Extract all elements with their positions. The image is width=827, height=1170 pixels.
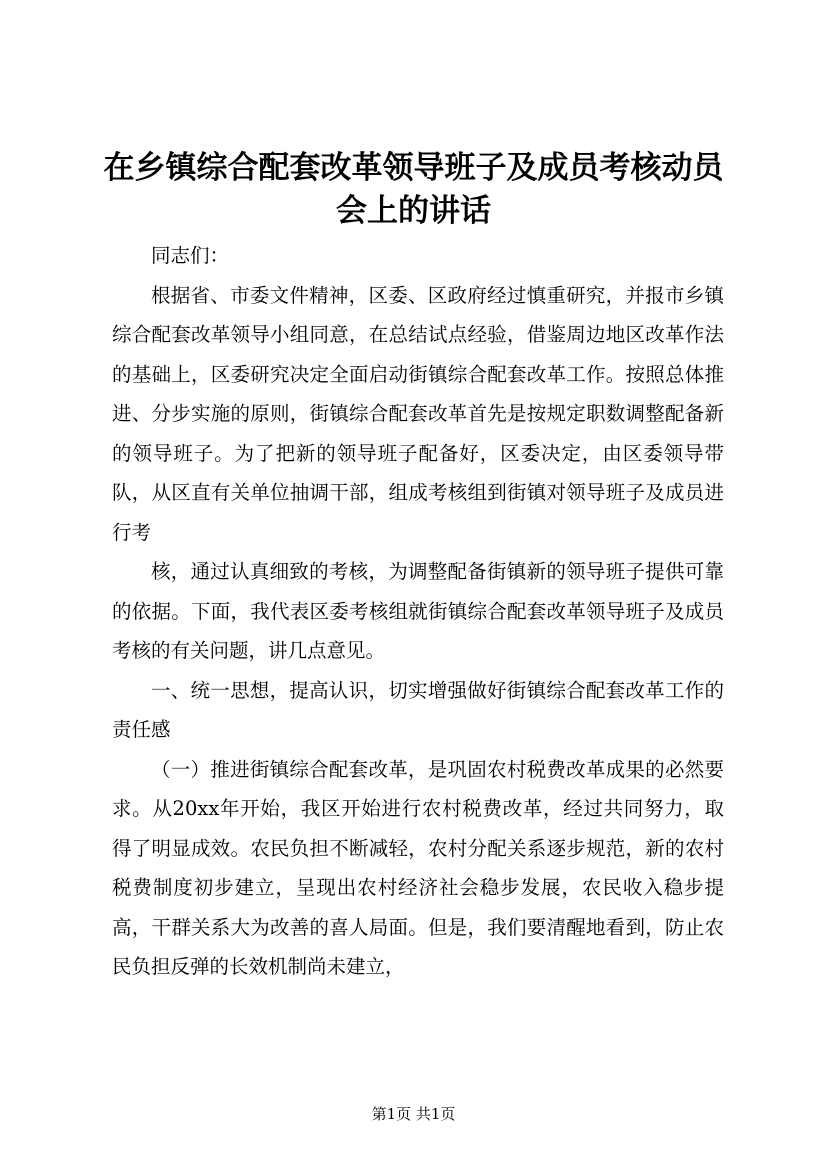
document-body: [112, 236, 724, 987]
paragraph-intro: 根据省、市委文件精神，区委、区政府经过慎重研究，并报市乡镇综合配套改革领导小组同意，在总结试点经验，借鉴周边地区改革作法的基础上，区委研究决定全面启动街镇综合配套改革工作。按照总体推进、分步实施的原则，街镇综合配套改革首先是按规定职数调整配备新的领导班子。为了把新的领导班子配备好，区委决定，由区委领导带队，从区直有关单位抽调干部，组成考核组到街镇对领导班子及成员进行考: [112, 283, 724, 544]
paragraph-salutation: 同志们：: [151, 244, 230, 267]
document-title: 在乡镇综合配套改革领导班子及成员考核动员会上的讲话: [103, 150, 724, 229]
page-footer: 第1页 共1页: [371, 1105, 456, 1123]
paragraph-subsection: （一）推进街镇综合配套改革，是巩固农村税费改革成果的必然要求。从20xx年开始，我区开始进行农村税费改革，经过共同努力，取得了明显成效。农民负担不断减轻，农村分配关系逐步规范，新的农村税费制度初步建立，呈现出农村经济社会稳步发展，农民收入稳步提高，干群关系大为改善的喜人局面。但是，我们要清醒地看到，防止农民负担反弹的长效机制尚未建立，: [112, 757, 724, 978]
section-heading: 一、统一思想，提高认识，切实增强做好街镇综合配套改革工作的责任感: [112, 678, 724, 741]
paragraph-continuation: 核，通过认真细致的考核，为调整配备街镇新的领导班子提供可靠的依据。下面，我代表区委考核组就街镇综合配套改革领导班子及成员考核的有关问题，讲几点意见。: [112, 560, 724, 662]
